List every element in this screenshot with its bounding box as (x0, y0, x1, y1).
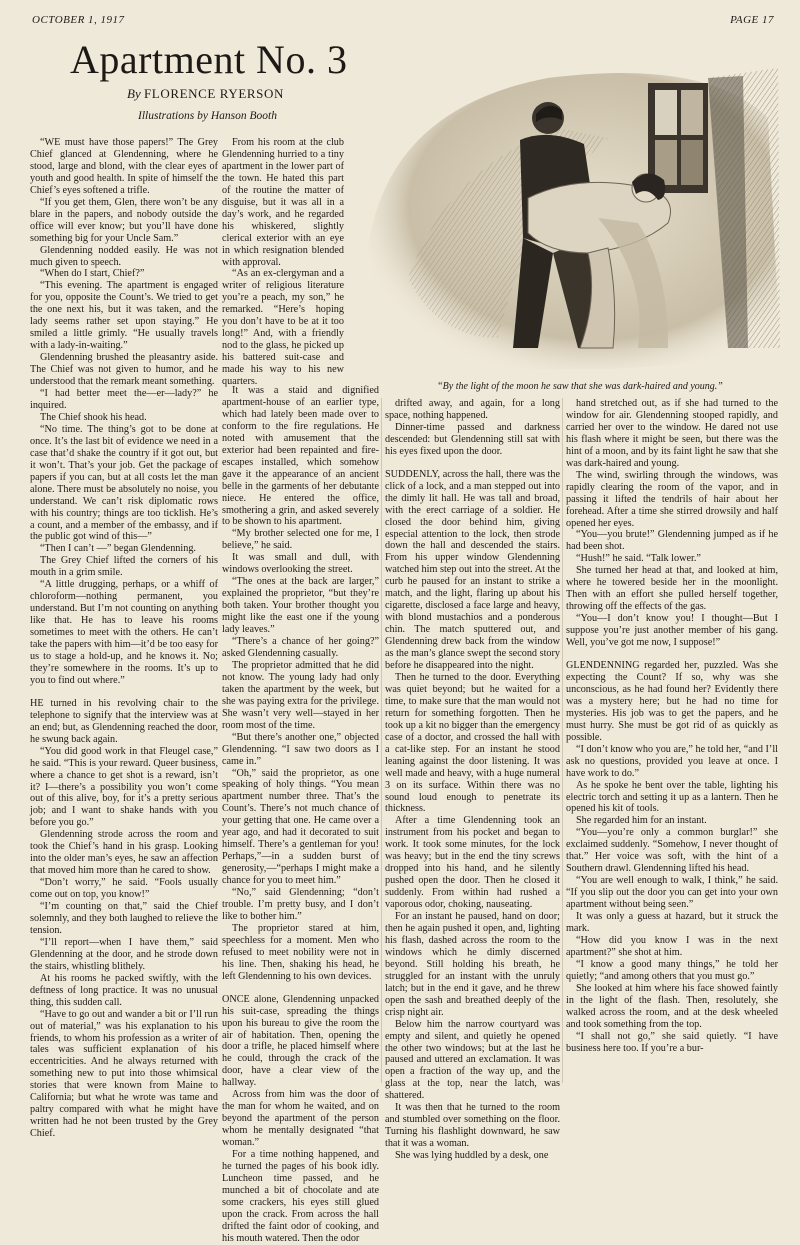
paragraph: Glendenning strode across the room and took the Chief’s hand in his grasp. Looking into the older man’s eyes, he saw an affection that moved him more than he cared to show. (30, 829, 218, 877)
paragraph: “Have to go out and wander a bit or I’ll run out of material,” was his explanation to his friends, to whom his profession as a writer of tales was sufficient explanation of his eccentricities. And he always returned with something new to put into those whimsical stories that were known from Maine to California; but what he wrote was tame and paltry compared with what he might have written had he not been trusted by the Grey Chief. (30, 1008, 218, 1140)
story-title: Apartment No. 3 (70, 37, 348, 82)
paragraph: As he spoke he bent over the table, lighting his electric torch and setting it up as a lantern. Then he opened his kit of tools. (566, 779, 778, 815)
paragraph: “Hush!” he said. “Talk lower.” (576, 553, 701, 565)
paragraph: The Grey Chief lifted the corners of his mouth in a grim smile. (30, 555, 218, 579)
paragraph: Glendenning nodded easily. He was not much given to speech. (30, 244, 218, 268)
paragraph: “You—you’re only a common burglar!” she exclaimed suddenly. “Somehow, I never thought of that.” Her voice was soft, with the hint of a Southern drawl. Glendenning lifted his head. (566, 827, 778, 875)
paragraph: GLENDENNING regarded her, puzzled. Was she expecting the Count? If so, why was she unconscious, as he had found her? Evidently there was a mystery here; but he had no time for mysteries. His job was to get the papers, and he must hurry. She must be got rid of as quickly as possible. (566, 660, 778, 743)
paragraph: “My brother selected one for me, I believe,” he said. (222, 528, 379, 552)
page-number: PAGE 17 (730, 14, 774, 26)
paragraph: Glendenning brushed the pleasantry aside. The Chief was not given to humor, and he understood that the remark meant something. (30, 352, 218, 388)
paragraph: For an instant he paused, hand on door; then he again pushed it open, and, lighting his flash, dashed across the room to the windows which he dimly discerned beyond. Still holding his breath, he struggled for an instant with the unruly latch; but in the end it gave, and he threw open the sash and breathed deeply of the crisp night air. (385, 911, 560, 1018)
paragraph: “I don’t know who you are,” he told her, “and I’ll ask no questions, provided you leave at once. I have work to do.” (566, 743, 778, 779)
paragraph: “Then I can’t —” began Glendenning. (40, 543, 196, 555)
paragraph: “Don’t worry,” he said. “Fools usually come out on top, you know!” (30, 877, 218, 901)
paragraph: From his room at the club Glendenning hurried to a tiny apartment in the lower part of the town. He hated this part of the routine the matter of disguise, but it was all in a day’s work, and he regarded his whiskered, slightly clerical exterior with an eye in which resignation blended with approval. (222, 137, 344, 268)
paragraph: “You did good work in that Fleugel case,” he said. “This is your reward. Queer business, where a chance to get shot is a reward, isn’t it? I—there’s a possibility you won’t come out of this alive, boy, for it’s a pretty serious job; and I want to shake hands with you before you go.” (30, 745, 218, 829)
paragraph: “I know a good many things,” he told her quietly; “and among others that you must go.” (566, 958, 778, 982)
paragraph: She regarded him for an instant. (576, 815, 707, 827)
paragraph: HE turned in his revolving chair to the telephone to signify that the interview was at an end; but, as Glendenning reached the door, he swung back again. (30, 697, 218, 745)
column-2-upper (222, 137, 344, 388)
paragraph: The Chief shook his head. (40, 411, 147, 423)
column-4 (566, 398, 778, 1083)
paragraph: She turned her head at that, and looked at him, where he towered beside her in the moonlight. Then with an effort she pulled herself together, throwing off the effects of the gas. (566, 565, 778, 613)
paragraph: SUDDENLY, across the hall, there was the click of a lock, and a man stepped out into the dimly lit hall. He was tall and broad, with the erect carriage of a soldier. He closed the door behind him, giving especial attention to the lock, then strode down the hall and descended the stairs. From his upper window Glendenning watched him step out into the street. At the curb he paused for an instant to strike a match, and the light, flaring up about his cigarette, disclosed a face large and heavy, with blond mustachios and a ponderous chin. The match sputtered out, and Glendenning drew back from the window as the man’s glance swept the second story before he disappeared into the night. (385, 468, 560, 672)
paragraph: The proprietor stared at him, speechless for a moment. Men who refused to meet nobility were not in his line. Then, shaking his head, he left Glendenning to his own devices. (222, 922, 379, 982)
column-2-lower (222, 385, 379, 1244)
paragraph: “This evening. The apartment is engaged for you, opposite the Count’s. We tried to get the one next his, but it was taken, and the lady seems rather set upon staying.” He smiled a little grimly. “He usually travels with a lady-in-waiting.” (30, 280, 218, 352)
byline (127, 86, 284, 102)
paragraph: Dinner-time passed and darkness descended: but Glendenning still sat with his eyes fixed upon the door. (385, 421, 560, 457)
illustrator-credit: Illustrations by Hanson Booth (138, 110, 277, 122)
paragraph: The proprietor admitted that he did not know. The young lady had only taken the apartment by the week, but she was paying extra for the privilege. She wasn’t very well—stayed in her room most of the time. (222, 659, 379, 731)
paragraph: “The ones at the back are larger,” explained the proprietor, “but they’re both taken. Your brother thought you might like the east one if the young lady leaves.” (222, 576, 379, 636)
paragraph: She looked at him where his face showed faintly in the light of the flash. Then, resolutely, she walked across the room, and at the desk wheeled and took something from the top. (566, 982, 778, 1030)
paragraph: It was only a guess at hazard, but it struck the mark. (566, 911, 778, 934)
paragraph: Below him the narrow courtyard was empty and silent, and quietly he opened the other two windows; but at the last he paused and uttered an exclamation. It was open a fraction of the way up, and the glass at the top, near the latch, was shattered. (385, 1018, 560, 1102)
paragraph: Across from him was the door of the man for whom he waited, and on beyond the apartment of the person whom he mentally designated “that woman.” (222, 1089, 379, 1149)
paragraph: It was small and dull, with windows overlooking the street. (222, 552, 379, 576)
byline-prefix: By (127, 86, 141, 101)
paragraph: For a time nothing happened, and he turned the pages of his book idly. Luncheon time passed, and he munched a bit of chocolate and ate some crackers, his eyes still glued upon the crack. From across the hall drifted the faint odor of cooking, and his mouth watered. Then the odor (222, 1149, 379, 1244)
paragraph: ONCE alone, Glendenning unpacked his suit-case, spreading the things upon his bureau to give the room the air of habitation. Then, opening the door a trifle, he placed himself where he could, through the crack of the door, have a clear view of the hallway. (222, 993, 379, 1089)
paragraph: “When do I start, Chief?” (40, 268, 145, 280)
column-divider (562, 398, 563, 1083)
paragraph: “As an ex-clergyman and a writer of religious literature you’re a peach, my son,” he remarked. “Here’s hoping you don’t have to be at it too long!” And, with a friendly nod to the glass, he picked up his battered suit-case and made his way to his new quarters. (222, 268, 344, 388)
paragraph: “I’m counting on that,” said the Chief solemnly, and they both laughed to relieve the tension. (30, 901, 218, 936)
illustration (348, 48, 790, 378)
illustration-man-carrying-woman-icon (348, 48, 790, 378)
paragraph: “How did you know I was in the next apartment?” she shot at him. (566, 934, 778, 958)
paragraph: “You—you brute!” Glendenning jumped as if he had been shot. (566, 529, 778, 553)
paragraph: “Oh,” said the proprietor, as one speaking of holy things. “You mean apartment number three. That’s the Count’s. There’s not much chance of your getting that one. He came over a year ago, and had it decorated to suit himself. There’s a gentleman for you! Perhaps,”—in a sudden burst of generosity,—“perhaps I might make a chance for you to meet him.” (222, 767, 379, 887)
paragraph: She was lying huddled by a desk, one (395, 1150, 549, 1162)
paragraph: hand stretched out, as if she had turned to the window for air. Glendenning stooped rapidly, and carried her over to the window. He dared not use his flash where it might be seen, but there was the hint of a moon, and by its faint light he saw that she was dark-haired and young. (566, 398, 778, 469)
author-name: FLORENCE RYERSON (143, 86, 284, 101)
paragraph: “No,” said Glendenning; “don’t trouble. I’m pretty busy, and I don’t like to bother him.” (222, 887, 379, 922)
paragraph: “I shall not go,” she said quietly. “I have business here too. If you’re a bur- (566, 1030, 778, 1054)
paragraph: “You are well enough to walk, I think,” he said. “If you slip out the door you can get into your own apartment without being seen.” (566, 875, 778, 911)
paragraph: “I had better meet the—er—lady?” he inquired. (30, 388, 218, 411)
paragraph: “A little drugging, perhaps, or a whiff of chloroform—nothing permanent, you understand. But I’m not counting on anything like that. He has to leave his rooms sometimes to meet with the others. He can’t take the papers with him—it’d be too easy for us to stage a hold-up, and he knows it. No; they’re somewhere in the rooms. It’s up to you to find out where.” (30, 579, 218, 686)
paragraph: The wind, swirling through the windows, was rapidly clearing the room of the vapor, and in passing it lifted the tendrils of hair about her forehead. After a time she stirred drowsily and half opened her eyes. (566, 469, 778, 529)
column-divider (381, 398, 382, 1083)
paragraph: “But there’s another one,” objected Glendenning. “I saw two doors as I came in.” (222, 731, 379, 767)
illustration-caption: “By the light of the moon he saw that she was dark-haired and young.” (437, 381, 723, 392)
paragraph: “No time. The thing’s got to be done at once. It’s the last bit of evidence we need in a case that’d shake the country if it got out, but it won’t. That’s your job. Get the package of papers if you can, but at all costs let the man alone. There must be absolutely no noise, you understand. We can’t risk diplomatic rows with his country; things are too ticklish. He’s a count, and a member of the embassy, and if the public got wind of this—” (30, 423, 218, 543)
paragraph: It was then that he turned to the room and stumbled over something on the floor. Turning his flashlight downward, he saw that it was a woman. (385, 1102, 560, 1150)
column-3 (385, 398, 560, 1162)
paragraph: “There’s a chance of her going?” asked Glendenning casually. (222, 636, 379, 659)
paragraph: At his rooms he packed swiftly, with the deftness of long practice. It was no unusual thing, this sudden call. (30, 972, 218, 1008)
paragraph: “I’ll report—when I have them,” said Glendenning at the door, and he strode down the stairs, whistling blithely. (30, 936, 218, 972)
paragraph: It was a staid and dignified apartment-house of an earlier type, which had lately been made over to conform to the fire regulations. He noted with amusement that the exterior had been repainted and fire-escapes installed, which somehow gave it the appearance of an ancient belle in the garments of her debutante niece. He entered the office, smothering a grin, and asked severely to be shown to his apartment. (222, 385, 379, 528)
paragraph: Then he turned to the door. Everything was quiet beyond; but he waited for a time, to make sure that the man would not return for something forgotten. Then he took up a kit no bigger than the emergency case of a doctor, and crossed the hall with a cat-like step. For an instant he stood leaning against the door listening. It was well made and heavy, with a huge numeral 3 on its surface. Within there was no sound loud enough to penetrate its thickness. (385, 671, 560, 815)
paragraph: “You—I don’t know you! I thought—But I suppose you’re just another member of his gang. Well, you’ve got me now, I suppose!” (566, 613, 778, 649)
paragraph: “If you get them, Glen, there won’t be any blare in the papers, and nobody outside the office will ever know; but you’ll have done something big for your Uncle Sam.” (30, 196, 218, 244)
paragraph: drifted away, and again, for a long space, nothing happened. (385, 398, 560, 421)
column-1 (30, 137, 218, 1140)
paragraph: After a time Glendenning took an instrument from his pocket and began to work. It took some minutes, for the lock was heavy; but in the end the tiny screws dropped into his hand, and he silently pushed open the door. Then he closed it suddenly. From within had rushed a vaporous odor, choking, nauseating. (385, 815, 560, 911)
paragraph: “WE must have those papers!” The Grey Chief glanced at Glendenning, where he stood, large and blond, with the clear eyes of youth and good health. In spite of himself the Chief’s eyes softened a trifle. (30, 137, 218, 196)
issue-date: OCTOBER 1, 1917 (32, 14, 125, 26)
